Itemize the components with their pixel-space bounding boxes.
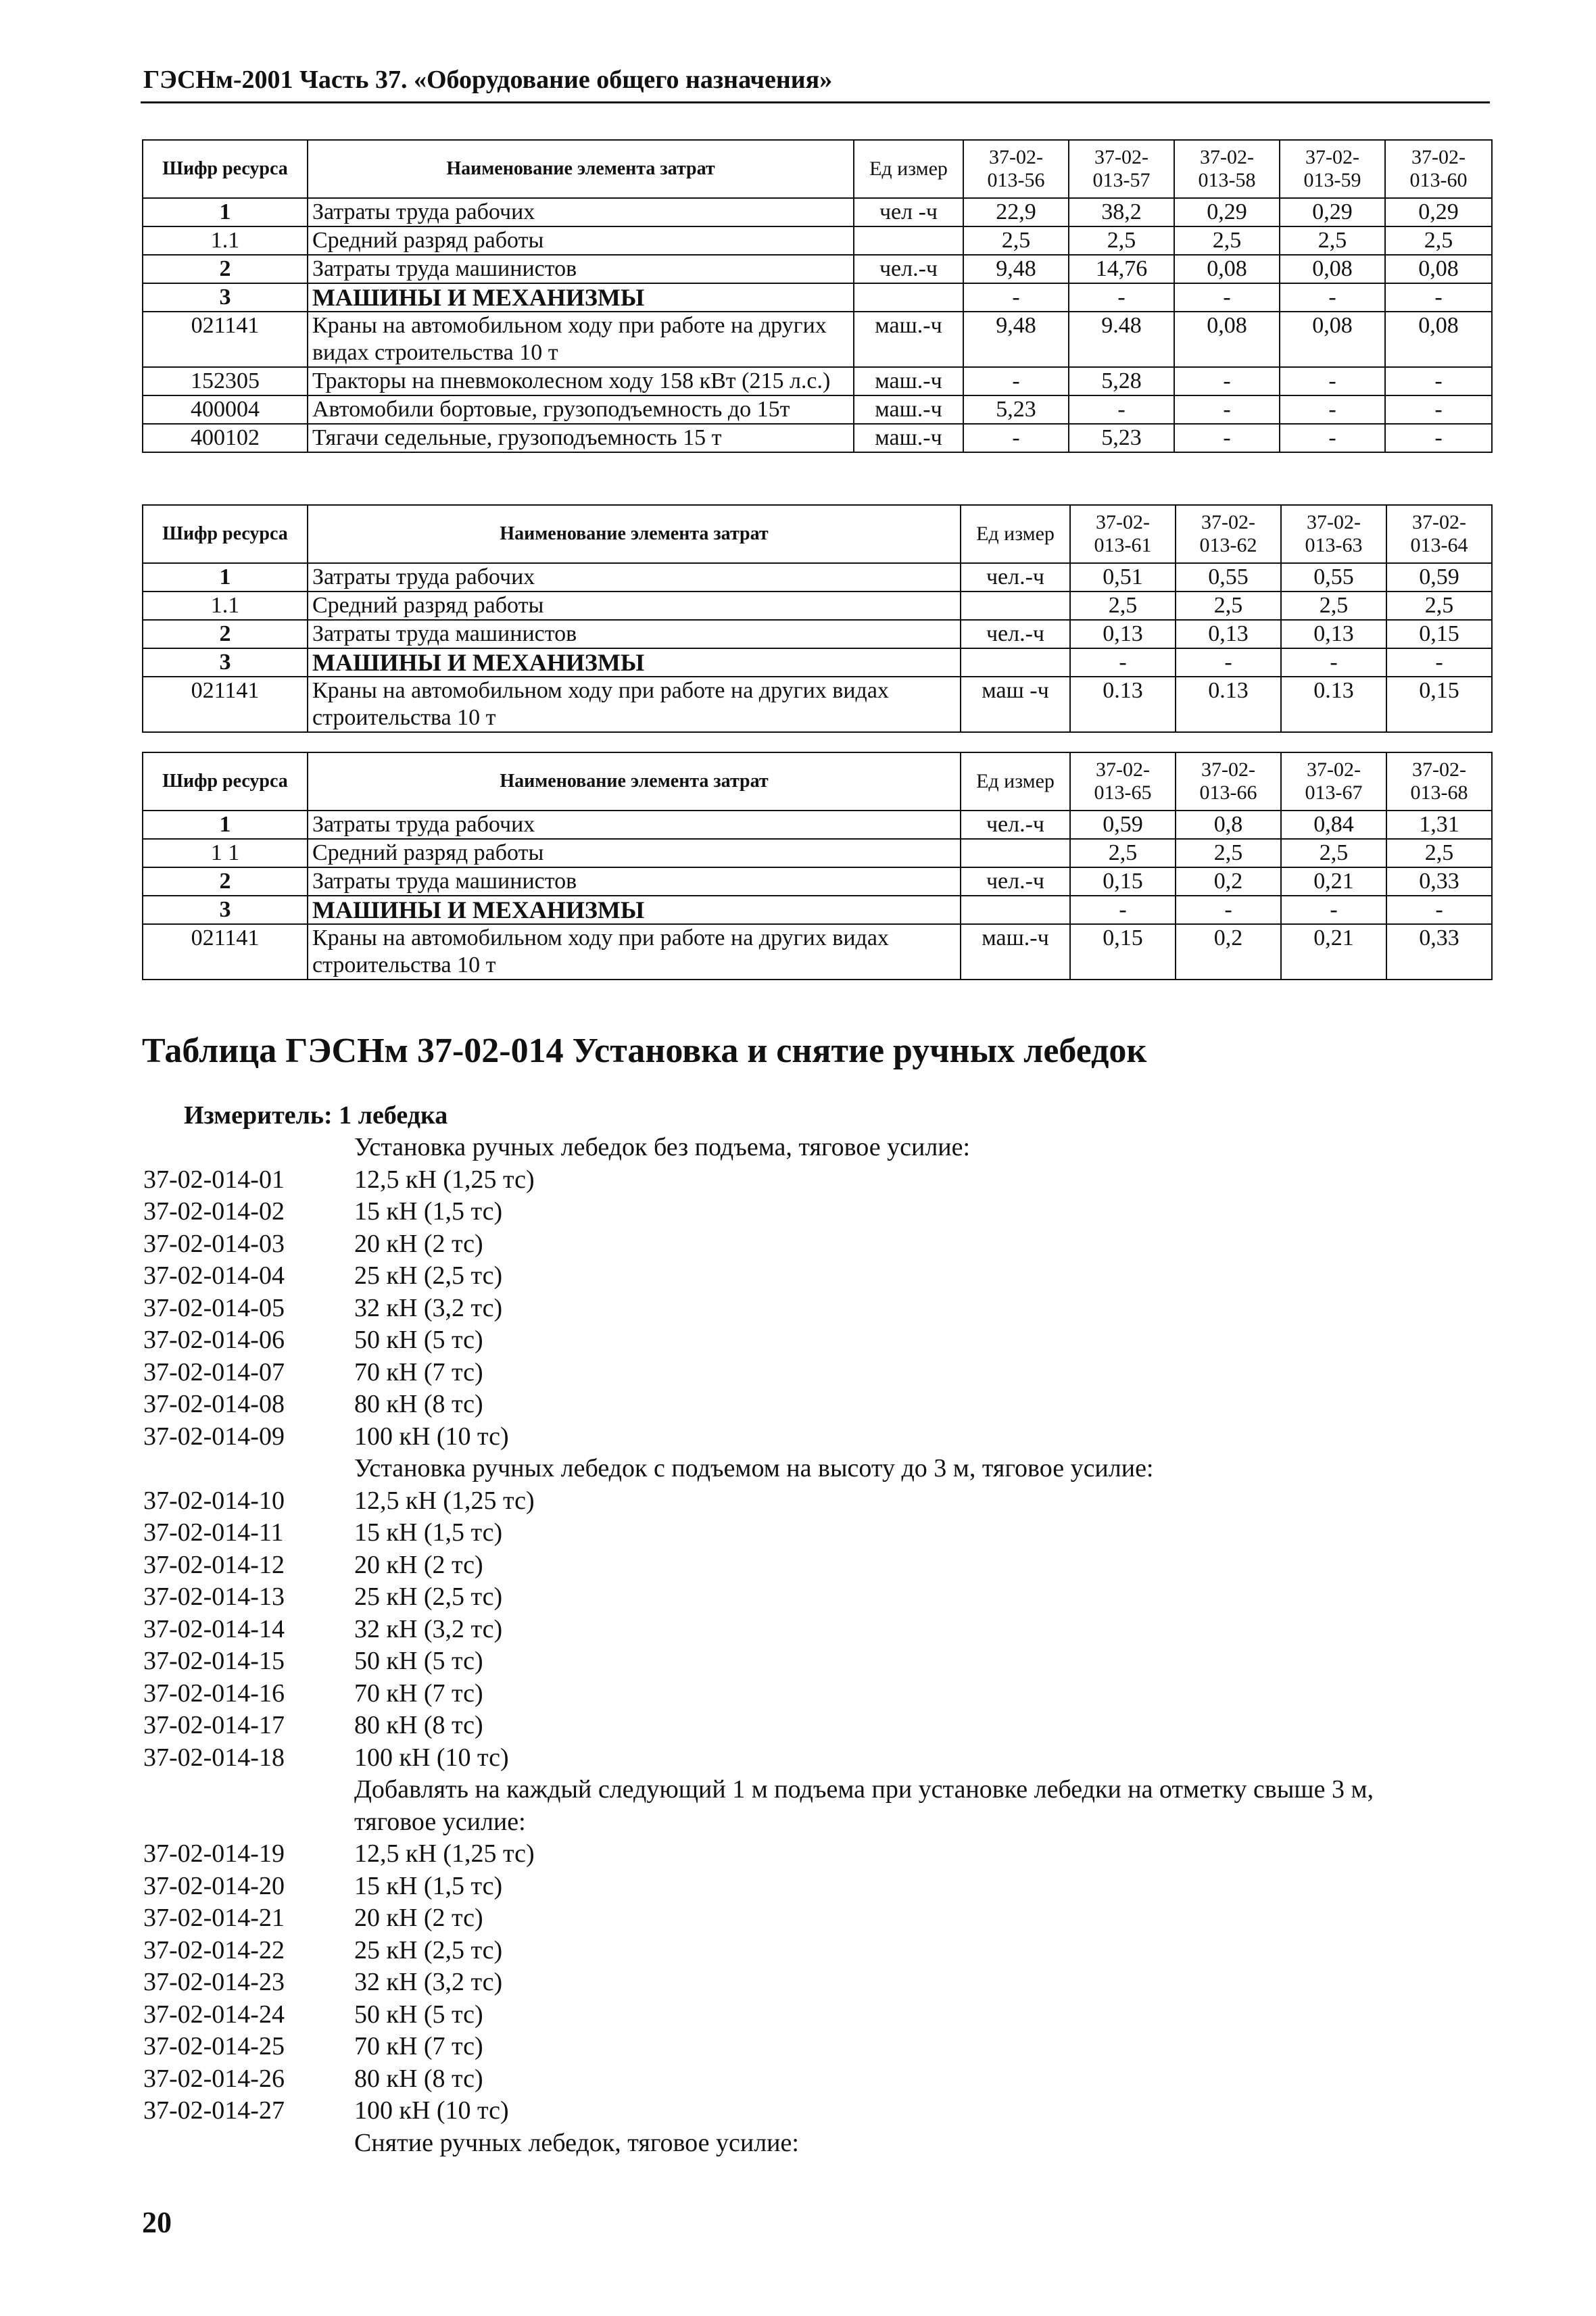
- table-row: [143, 839, 1492, 867]
- list-item: [143, 1935, 1495, 1967]
- norm-value: 0,2: [1176, 924, 1281, 980]
- list-item: [143, 1581, 1495, 1614]
- norm-code: 37-02-014-04: [143, 1261, 285, 1290]
- norm-code: 37-02-014-26: [143, 2064, 285, 2093]
- resource-code: 2: [143, 255, 308, 283]
- col-header-name: Наименование элемента затрат: [308, 752, 961, 811]
- resource-code: 400102: [143, 424, 308, 452]
- table-row: [143, 563, 1492, 592]
- norm-value: 0,51: [1070, 563, 1176, 592]
- list-item: [143, 1260, 1495, 1293]
- list-item: [143, 1710, 1495, 1742]
- norm-value: 2,5: [1280, 226, 1385, 255]
- norm-force: 15 кН (1,5 тс): [354, 1871, 503, 1900]
- col-header-norm-code: 37-02- 013-61: [1070, 505, 1176, 563]
- resource-unit: чел.-ч: [961, 563, 1070, 592]
- col-header-code: Шифр ресурса: [143, 505, 308, 563]
- resource-code: 1: [143, 563, 308, 592]
- norm-force: 32 кН (3,2 тс): [354, 1968, 503, 1996]
- norm-force: 20 кН (2 тс): [354, 1904, 483, 1932]
- resource-name: Затраты труда рабочих: [308, 811, 961, 839]
- meter-line: Измеритель: 1 лебедка: [184, 1101, 448, 1130]
- norm-value: -: [1069, 283, 1174, 312]
- norm-value: -: [1069, 395, 1174, 424]
- col-header-norm-code: 37-02- 013-59: [1280, 140, 1385, 198]
- norm-force: 80 кН (8 тс): [354, 1390, 483, 1418]
- col-header-name: Наименование элемента затрат: [308, 140, 854, 198]
- list-item: [143, 1357, 1495, 1389]
- norm-code: 37-02-014-01: [143, 1165, 285, 1194]
- col-header-unit: Ед измер: [961, 505, 1070, 563]
- norm-value: 2,5: [963, 226, 1069, 255]
- norm-value: -: [963, 283, 1069, 312]
- list-item: [143, 2095, 1495, 2127]
- norm-force: 70 кН (7 тс): [354, 2032, 483, 2060]
- norm-code: 37-02-014-13: [143, 1583, 285, 1611]
- norm-value: 0,8: [1176, 811, 1281, 839]
- norm-value: -: [1385, 424, 1492, 452]
- resource-name: Затраты труда машинистов: [308, 867, 961, 896]
- norm-value: 38,2: [1069, 198, 1174, 226]
- norm-code: 37-02-014-06: [143, 1326, 285, 1354]
- norm-value: 0,84: [1281, 811, 1386, 839]
- norm-value: -: [1174, 424, 1280, 452]
- norm-code: 37-02-014-18: [143, 1743, 285, 1772]
- resource-unit: [961, 592, 1070, 620]
- norm-value: 0,21: [1281, 867, 1386, 896]
- norm-force: 100 кН (10 тс): [354, 2096, 509, 2125]
- list-caption: Добавлять на каждый следующий 1 м подъема при установке лебедки на отметку свыше 3 м,: [354, 1775, 1374, 1804]
- col-header-norm-code: 37-02- 013-64: [1386, 505, 1492, 563]
- resource-name: МАШИНЫ И МЕХАНИЗМЫ: [308, 648, 961, 677]
- norm-value: 9,48: [963, 255, 1069, 283]
- resource-unit: чел.-ч: [854, 255, 963, 283]
- resource-unit: [854, 283, 963, 312]
- resource-name: Затраты труда рабочих: [308, 563, 961, 592]
- list-item: [143, 1164, 1495, 1197]
- header-rule: [141, 101, 1490, 103]
- norm-value: -: [1281, 648, 1386, 677]
- list-caption: Установка ручных лебедок без подъема, тяговое усилие:: [354, 1133, 971, 1161]
- norm-value: 2,5: [1070, 592, 1176, 620]
- resource-code: 021141: [143, 677, 308, 732]
- norm-value: 2,5: [1176, 839, 1281, 867]
- norm-value: 0,29: [1174, 198, 1280, 226]
- resource-code: 1.1: [143, 592, 308, 620]
- table-row: [143, 255, 1492, 283]
- list-item: [143, 1742, 1495, 1775]
- norm-force: 32 кН (3,2 тс): [354, 1293, 503, 1322]
- norm-force: 50 кН (5 тс): [354, 1647, 483, 1675]
- list-item: [143, 1389, 1495, 1421]
- list-item: [143, 1999, 1495, 2031]
- resource-name: Средний разряд работы: [308, 592, 961, 620]
- norm-value: 0,29: [1385, 198, 1492, 226]
- norm-code: 37-02-014-14: [143, 1614, 285, 1643]
- norm-value: 0,2: [1176, 867, 1281, 896]
- resource-name: Средний разряд работы: [308, 226, 854, 255]
- table-row: [143, 367, 1492, 395]
- norm-value: -: [1385, 367, 1492, 395]
- norm-code: 37-02-014-15: [143, 1647, 285, 1675]
- norm-value: 0,21: [1281, 924, 1386, 980]
- norm-code: 37-02-014-24: [143, 2000, 285, 2029]
- norm-value: 2,5: [1385, 226, 1492, 255]
- norm-force: 70 кН (7 тс): [354, 1679, 483, 1708]
- resource-code: 3: [143, 896, 308, 924]
- norm-value: 2,5: [1281, 592, 1386, 620]
- norm-value: 0,15: [1070, 867, 1176, 896]
- norm-list: [143, 1132, 1495, 2159]
- norm-code: 37-02-014-07: [143, 1357, 285, 1386]
- list-item: [143, 1871, 1495, 1903]
- resource-code: 1: [143, 198, 308, 226]
- running-header: ГЭСНм-2001 Часть 37. «Оборудование общего назначения»: [143, 66, 833, 94]
- resource-unit: [961, 648, 1070, 677]
- section-title: Таблица ГЭСНм 37-02-014 Установка и снятие ручных лебедок: [142, 1032, 1147, 1070]
- norm-code: 37-02-014-17: [143, 1711, 285, 1739]
- norm-force: 70 кН (7 тс): [354, 1357, 483, 1386]
- resource-unit: [961, 896, 1070, 924]
- norm-value: -: [1386, 896, 1492, 924]
- list-item: [143, 2031, 1495, 2063]
- table-row: [143, 312, 1492, 367]
- list-item: [143, 1196, 1495, 1228]
- list-item: [143, 2063, 1495, 2096]
- list-item: [143, 1838, 1495, 1871]
- resource-code: 1.1: [143, 226, 308, 255]
- norm-code: 37-02-014-19: [143, 1839, 285, 1868]
- list-item: [143, 1517, 1495, 1549]
- norm-value: -: [1176, 896, 1281, 924]
- norm-force: 20 кН (2 тс): [354, 1550, 483, 1579]
- norm-force: 80 кН (8 тс): [354, 2064, 483, 2093]
- norm-force: 12,5 кН (1,25 тс): [354, 1839, 535, 1868]
- norm-force: 20 кН (2 тс): [354, 1229, 483, 1258]
- norm-value: 0,15: [1386, 677, 1492, 732]
- norm-code: 37-02-014-12: [143, 1550, 285, 1579]
- norm-value: 5,23: [963, 395, 1069, 424]
- list-item: [143, 1967, 1495, 1999]
- norm-code: 37-02-014-25: [143, 2032, 285, 2060]
- norm-code: 37-02-014-08: [143, 1390, 285, 1418]
- norm-code: 37-02-014-11: [143, 1518, 284, 1547]
- col-header-norm-code: 37-02- 013-63: [1281, 505, 1386, 563]
- norm-value: -: [963, 367, 1069, 395]
- norm-value: 14,76: [1069, 255, 1174, 283]
- table-row: [143, 283, 1492, 312]
- norm-code: 37-02-014-16: [143, 1679, 285, 1708]
- list-item: [143, 1228, 1495, 1261]
- norm-value: -: [1280, 395, 1385, 424]
- table-row: [143, 811, 1492, 839]
- norm-force: 12,5 кН (1,25 тс): [354, 1165, 535, 1194]
- norm-value: 0,13: [1070, 620, 1176, 648]
- norm-value: 9.48: [1069, 312, 1174, 367]
- col-header-norm-code: 37-02- 013-60: [1385, 140, 1492, 198]
- norm-value: 0,29: [1280, 198, 1385, 226]
- resource-unit: чел.-ч: [961, 620, 1070, 648]
- table-row: [143, 592, 1492, 620]
- resource-code: 3: [143, 283, 308, 312]
- norm-code: 37-02-014-10: [143, 1486, 285, 1515]
- table-row: [143, 226, 1492, 255]
- norm-force: 100 кН (10 тс): [354, 1743, 509, 1772]
- resource-name: Тягачи седельные, грузоподъемность 15 т: [308, 424, 854, 452]
- norm-value: 0,08: [1280, 312, 1385, 367]
- list-item: [143, 1293, 1495, 1325]
- resource-name: Затраты труда рабочих: [308, 198, 854, 226]
- norm-value: -: [1386, 648, 1492, 677]
- resource-name: Тракторы на пневмоколесном ходу 158 кВт (215 л.с.): [308, 367, 854, 395]
- norm-value: 0,08: [1385, 255, 1492, 283]
- norm-value: 0.13: [1176, 677, 1281, 732]
- norm-value: -: [1174, 367, 1280, 395]
- norm-value: 2,5: [1386, 839, 1492, 867]
- norm-force: 50 кН (5 тс): [354, 1326, 483, 1354]
- norm-value: 0,13: [1281, 620, 1386, 648]
- table-row: [143, 424, 1492, 452]
- norm-value: -: [1070, 896, 1176, 924]
- resource-code: 021141: [143, 312, 308, 367]
- norm-code: 37-02-014-09: [143, 1422, 285, 1451]
- resource-name: Автомобили бортовые, грузоподъемность до 15т: [308, 395, 854, 424]
- norm-code: 37-02-014-21: [143, 1904, 285, 1932]
- table-row: [143, 677, 1492, 732]
- resource-name: Краны на автомобильном ходу при работе на других видах строительства 10 т: [308, 677, 961, 732]
- norm-value: 0.13: [1070, 677, 1176, 732]
- norm-value: -: [1070, 648, 1176, 677]
- norm-value: 5,23: [1069, 424, 1174, 452]
- norm-value: 2,5: [1174, 226, 1280, 255]
- norm-value: 0,08: [1174, 255, 1280, 283]
- norm-value: 0,33: [1386, 867, 1492, 896]
- col-header-norm-code: 37-02- 013-68: [1386, 752, 1492, 811]
- resource-name: МАШИНЫ И МЕХАНИЗМЫ: [308, 283, 854, 312]
- norm-value: 5,28: [1069, 367, 1174, 395]
- list-item: [143, 1678, 1495, 1710]
- list-item: [143, 1421, 1495, 1453]
- norm-code: 37-02-014-05: [143, 1293, 285, 1322]
- resource-table-2: [142, 504, 1493, 733]
- col-header-norm-code: 37-02- 013-62: [1176, 505, 1281, 563]
- resource-table-3: [142, 752, 1493, 980]
- norm-value: 0,08: [1174, 312, 1280, 367]
- list-caption: Установка ручных лебедок с подъемом на высоту до 3 м, тяговое усилие:: [354, 1454, 1154, 1482]
- norm-value: -: [963, 424, 1069, 452]
- list-caption: тяговое усилие:: [354, 1807, 526, 1836]
- resource-code: 2: [143, 620, 308, 648]
- norm-value: 1,31: [1386, 811, 1492, 839]
- resource-unit: [961, 839, 1070, 867]
- resource-unit: маш.-ч: [854, 395, 963, 424]
- resource-unit: [854, 226, 963, 255]
- norm-value: 0.13: [1281, 677, 1386, 732]
- col-header-unit: Ед измер: [854, 140, 963, 198]
- resource-code: 400004: [143, 395, 308, 424]
- table-row: [143, 924, 1492, 980]
- table-header-row: [143, 505, 1492, 563]
- table-row: [143, 198, 1492, 226]
- table-row: [143, 648, 1492, 677]
- resource-unit: чел.-ч: [961, 811, 1070, 839]
- norm-value: -: [1385, 283, 1492, 312]
- page-number: 20: [142, 2206, 172, 2239]
- norm-value: 0,59: [1386, 563, 1492, 592]
- col-header-code: Шифр ресурса: [143, 140, 308, 198]
- norm-value: 0,08: [1385, 312, 1492, 367]
- norm-value: 0,08: [1280, 255, 1385, 283]
- norm-code: 37-02-014-03: [143, 1229, 285, 1258]
- norm-value: 22,9: [963, 198, 1069, 226]
- col-header-norm-code: 37-02- 013-57: [1069, 140, 1174, 198]
- col-header-name: Наименование элемента затрат: [308, 505, 961, 563]
- list-item: [143, 1902, 1495, 1935]
- norm-value: 0,15: [1386, 620, 1492, 648]
- resource-name: Средний разряд работы: [308, 839, 961, 867]
- norm-force: 25 кН (2,5 тс): [354, 1583, 503, 1611]
- norm-value: -: [1280, 424, 1385, 452]
- col-header-norm-code: 37-02- 013-66: [1176, 752, 1281, 811]
- col-header-unit: Ед измер: [961, 752, 1070, 811]
- table-row: [143, 896, 1492, 924]
- table-header-row: [143, 752, 1492, 811]
- col-header-code: Шифр ресурса: [143, 752, 308, 811]
- resource-code: 1 1: [143, 839, 308, 867]
- norm-force: 80 кН (8 тс): [354, 1711, 483, 1739]
- resource-code: 3: [143, 648, 308, 677]
- norm-force: 25 кН (2,5 тс): [354, 1261, 503, 1290]
- resource-unit: маш.-ч: [961, 924, 1070, 980]
- table-row: [143, 620, 1492, 648]
- norm-value: 2,5: [1069, 226, 1174, 255]
- norm-value: 2,5: [1176, 592, 1281, 620]
- resource-code: 1: [143, 811, 308, 839]
- norm-force: 15 кН (1,5 тс): [354, 1197, 503, 1226]
- col-header-norm-code: 37-02- 013-67: [1281, 752, 1386, 811]
- list-caption: Снятие ручных лебедок, тяговое усилие:: [354, 2128, 799, 2157]
- norm-value: 0,55: [1176, 563, 1281, 592]
- resource-unit: чел -ч: [854, 198, 963, 226]
- norm-force: 100 кН (10 тс): [354, 1422, 509, 1451]
- norm-force: 32 кН (3,2 тс): [354, 1614, 503, 1643]
- resource-table-1: [142, 139, 1493, 453]
- norm-force: 25 кН (2,5 тс): [354, 1935, 503, 1964]
- resource-name: Краны на автомобильном ходу при работе на других видах строительства 10 т: [308, 312, 854, 367]
- norm-value: -: [1281, 896, 1386, 924]
- norm-value: 0,15: [1070, 924, 1176, 980]
- norm-value: 0,33: [1386, 924, 1492, 980]
- norm-code: 37-02-014-20: [143, 1871, 285, 1900]
- list-item: [143, 1324, 1495, 1357]
- norm-value: -: [1176, 648, 1281, 677]
- resource-unit: маш.-ч: [854, 312, 963, 367]
- list-item: [143, 1485, 1495, 1518]
- col-header-norm-code: 37-02- 013-56: [963, 140, 1069, 198]
- norm-value: 2,5: [1386, 592, 1492, 620]
- norm-code: 37-02-014-23: [143, 1968, 285, 1996]
- resource-unit: маш -ч: [961, 677, 1070, 732]
- norm-value: -: [1280, 283, 1385, 312]
- norm-value: 2,5: [1281, 839, 1386, 867]
- list-item: [143, 1614, 1495, 1646]
- norm-force: 50 кН (5 тс): [354, 2000, 483, 2029]
- table-row: [143, 395, 1492, 424]
- norm-value: 0,13: [1176, 620, 1281, 648]
- norm-value: 0,55: [1281, 563, 1386, 592]
- resource-name: Краны на автомобильном ходу при работе на других видах строительства 10 т: [308, 924, 961, 980]
- resource-code: 2: [143, 867, 308, 896]
- norm-value: -: [1385, 395, 1492, 424]
- list-item: [143, 1549, 1495, 1582]
- norm-value: -: [1280, 367, 1385, 395]
- resource-name: МАШИНЫ И МЕХАНИЗМЫ: [308, 896, 961, 924]
- resource-unit: маш.-ч: [854, 424, 963, 452]
- resource-code: 152305: [143, 367, 308, 395]
- list-item: [143, 1645, 1495, 1678]
- norm-code: 37-02-014-02: [143, 1197, 285, 1226]
- norm-force: 15 кН (1,5 тс): [354, 1518, 503, 1547]
- col-header-norm-code: 37-02- 013-58: [1174, 140, 1280, 198]
- table-header-row: [143, 140, 1492, 198]
- table-row: [143, 867, 1492, 896]
- norm-force: 12,5 кН (1,25 тс): [354, 1486, 535, 1515]
- norm-code: 37-02-014-27: [143, 2096, 285, 2125]
- norm-code: 37-02-014-22: [143, 1935, 285, 1964]
- norm-value: 2,5: [1070, 839, 1176, 867]
- norm-value: -: [1174, 283, 1280, 312]
- resource-name: Затраты труда машинистов: [308, 255, 854, 283]
- resource-unit: чел.-ч: [961, 867, 1070, 896]
- norm-value: 9,48: [963, 312, 1069, 367]
- resource-code: 021141: [143, 924, 308, 980]
- col-header-norm-code: 37-02- 013-65: [1070, 752, 1176, 811]
- resource-name: Затраты труда машинистов: [308, 620, 961, 648]
- norm-value: 0,59: [1070, 811, 1176, 839]
- resource-unit: маш.-ч: [854, 367, 963, 395]
- norm-value: -: [1174, 395, 1280, 424]
